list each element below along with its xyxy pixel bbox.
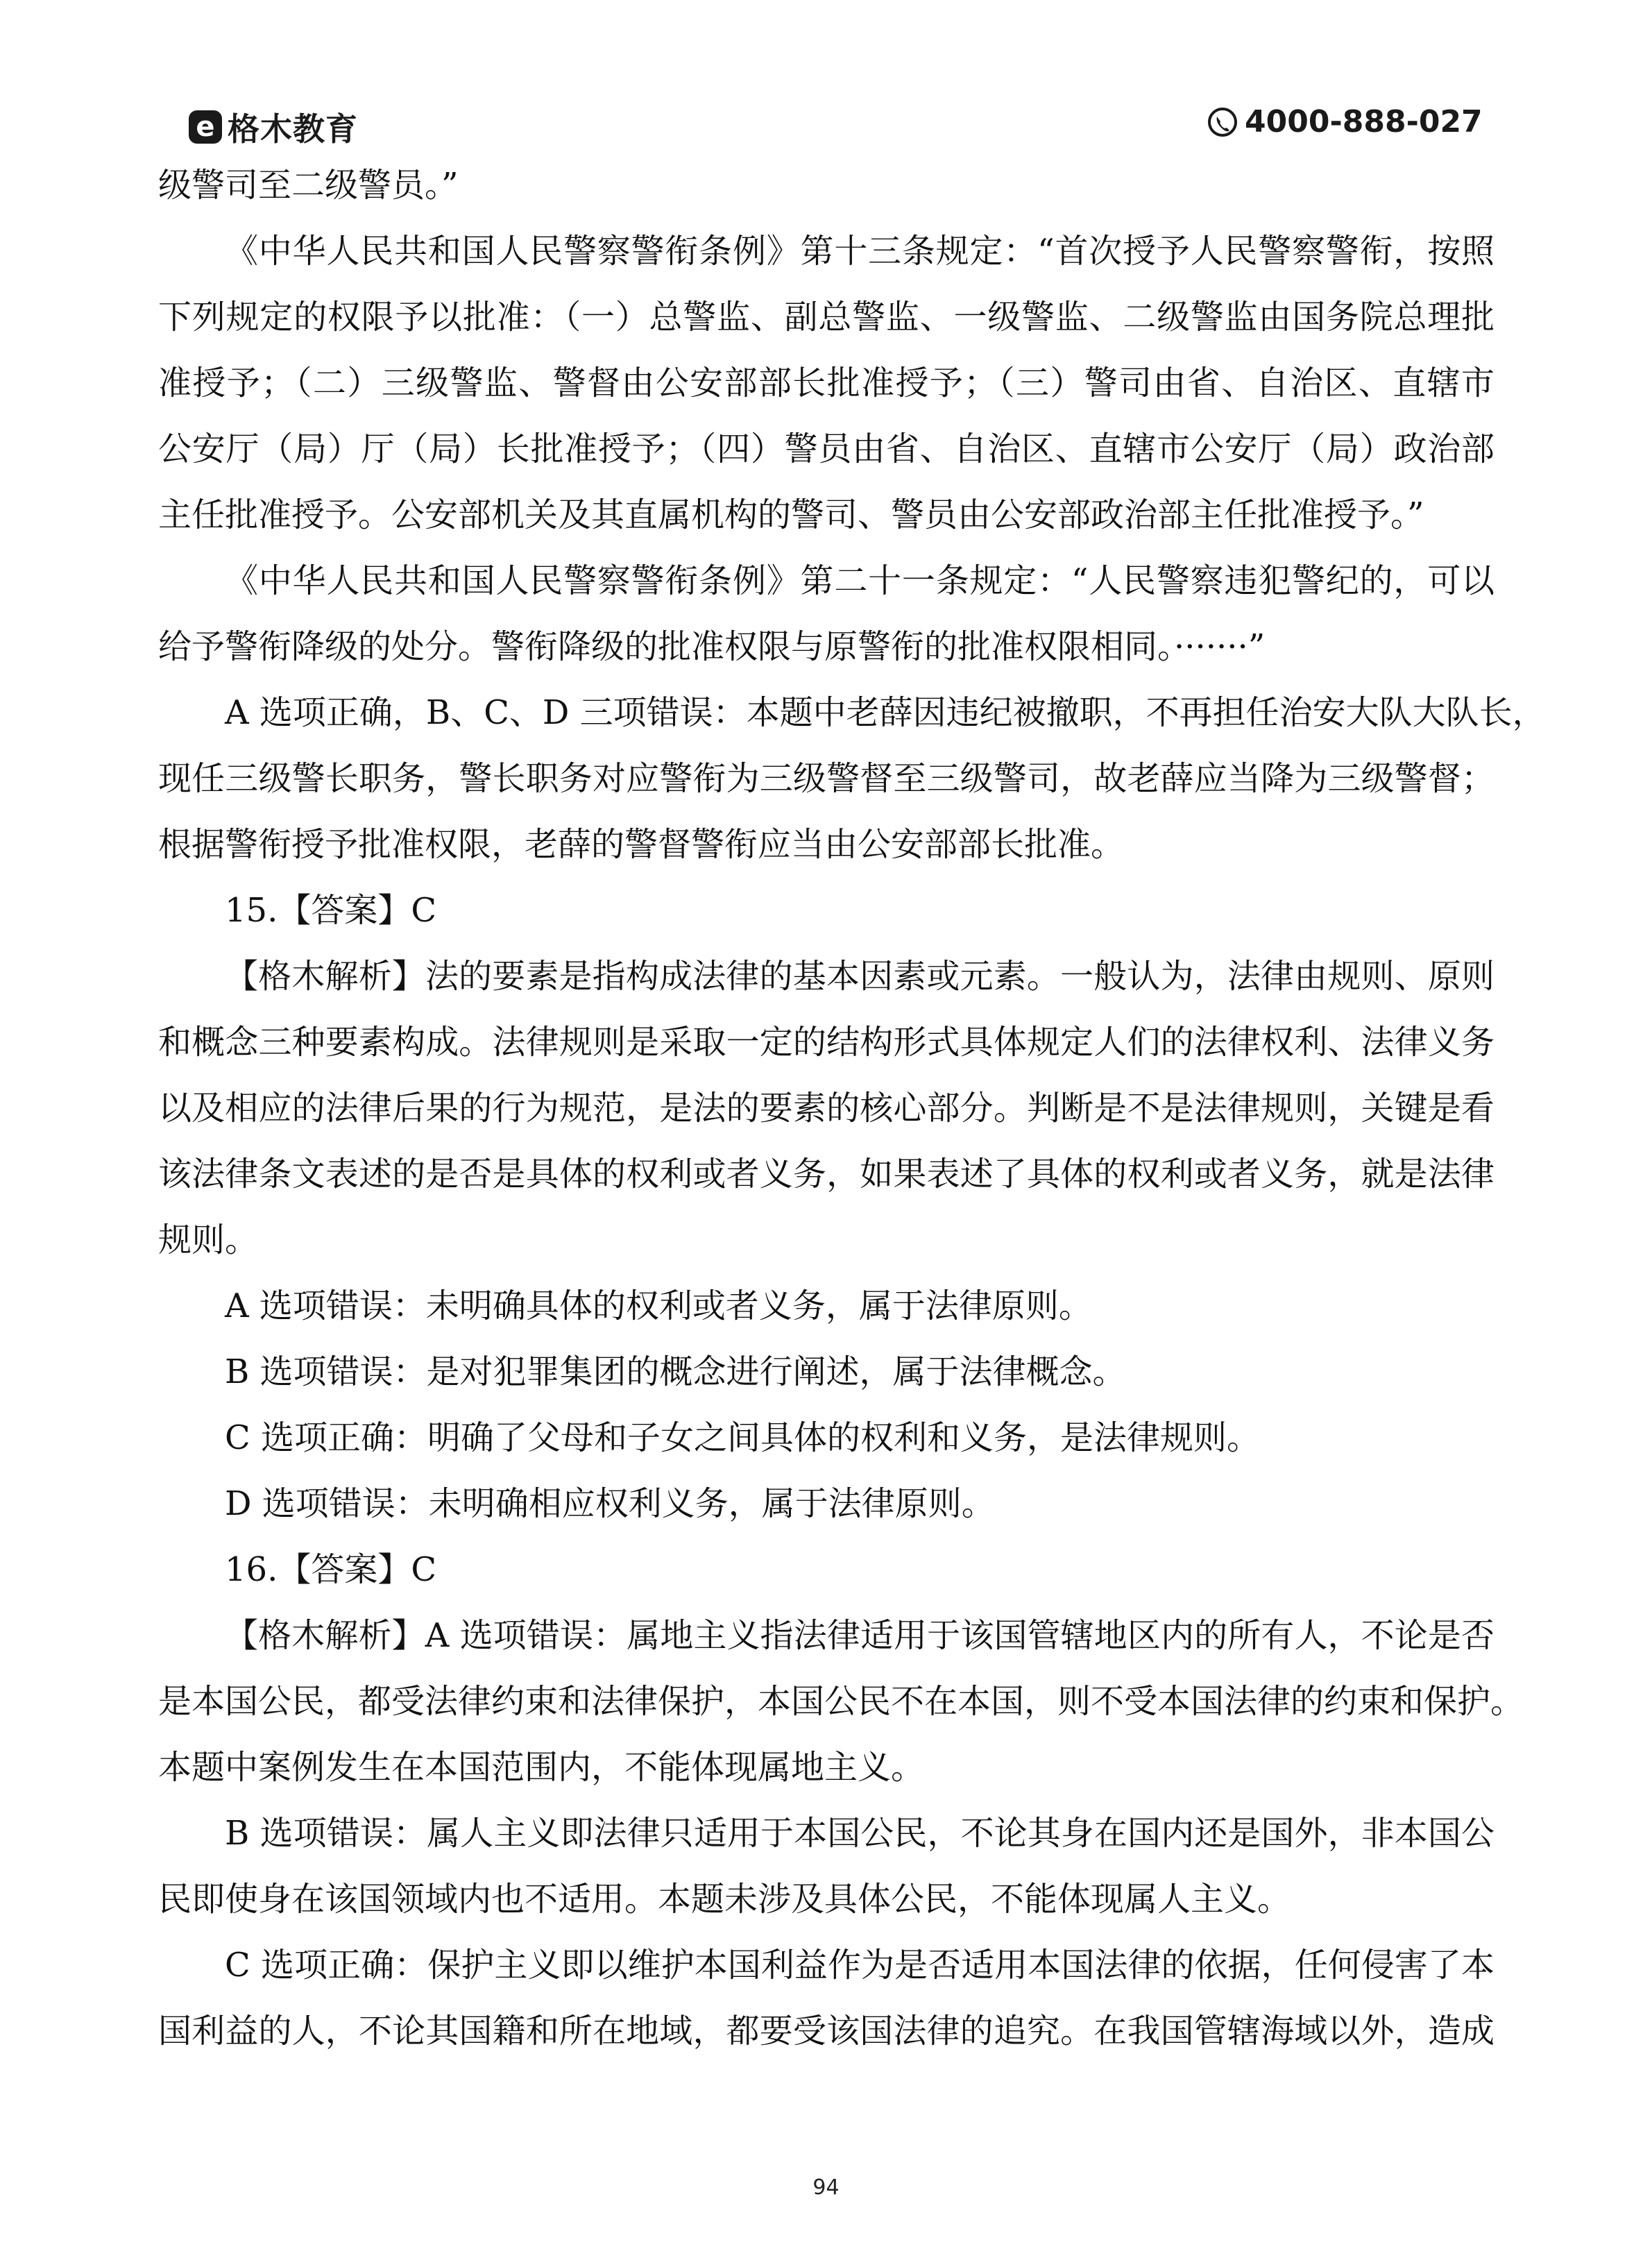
text-line: 民即使身在该国领域内也不适用。本题未涉及具体公民，不能体现属人主义。: [158, 1880, 1291, 1919]
text-line: 【格木解析】法的要素是指构成法律的基本因素或元素。一般认为，法律由规则、原则: [225, 957, 1495, 996]
text-line: B 选项错误：属人主义即法律只适用于本国公民，不论其身在国内还是国外，非本国公: [225, 1814, 1495, 1853]
text-line: 是本国公民，都受法律约束和法律保护，本国公民不在本国，则不受本国法律的约束和保护。: [158, 1682, 1524, 1721]
logo-e-icon: e: [189, 110, 222, 144]
text-line: D 选项错误：未明确相应权利义务，属于法律原则。: [225, 1484, 995, 1523]
text-line: 下列规定的权限予以批准：（一）总警监、副总警监、一级警监、二级警监由国务院总理批: [158, 298, 1495, 337]
document-body: [158, 153, 1546, 2064]
text-line: 给予警衔降级的处分。警衔降级的批准权限与原警衔的批准权限相同。·······”: [158, 627, 1266, 666]
hotline: [1207, 104, 1483, 139]
brand-logo: [189, 104, 358, 150]
answer-heading: 15.【答案】C: [225, 891, 437, 930]
text-line: C 选项正确：明确了父母和子女之间具体的权利和义务，是法律规则。: [225, 1418, 1260, 1457]
answer-heading: 16.【答案】C: [225, 1550, 437, 1589]
text-line: 准授予；（二）三级警监、警督由公安部部长批准授予；（三）警司由省、自治区、直辖市: [158, 364, 1495, 402]
text-line: 和概念三种要素构成。法律规则是采取一定的结构形式具体规定人们的法律权利、法律义务: [158, 1023, 1495, 1062]
phone-icon: [1207, 107, 1238, 137]
logo-text: 格木教育: [228, 110, 358, 148]
text-line: 规则。: [158, 1221, 259, 1259]
text-line: 《中华人民共和国人民警察警衔条例》第二十一条规定：“人民警察违犯警纪的，可以: [225, 561, 1495, 600]
text-line: 本题中案例发生在本国范围内，不能体现属地主义。: [158, 1748, 925, 1787]
text-line: 《中华人民共和国人民警察警衔条例》第十三条规定：“首次授予人民警察警衔，按照: [225, 232, 1495, 271]
text-line: 以及相应的法律后果的行为规范，是法的要素的核心部分。判断是不是法律规则，关键是看: [158, 1089, 1495, 1128]
text-line: 该法律条文表述的是否是具体的权利或者义务，如果表述了具体的权利或者义务，就是法律: [158, 1155, 1495, 1194]
text-line: A 选项错误：未明确具体的权利或者义务，属于法律原则。: [225, 1286, 1092, 1325]
text-line: 主任批准授予。公安部机关及其直属机构的警司、警员由公安部政治部主任批准授予。”: [158, 495, 1424, 534]
text-line: 公安厅（局）厅（局）长批准授予；（四）警员由省、自治区、直辖市公安厅（局）政治部: [158, 430, 1495, 468]
text-line: 【格木解析】A 选项错误：属地主义指法律适用于该国管辖地区内的所有人，不论是否: [225, 1616, 1495, 1655]
text-line: 级警司至二级警员。”: [158, 166, 459, 205]
text-line: B 选项错误：是对犯罪集团的概念进行阐述，属于法律概念。: [225, 1352, 1126, 1391]
text-line: 现任三级警长职务，警长职务对应警衔为三级警督至三级警司，故老薛应当降为三级警督；: [158, 759, 1495, 798]
phone-number: 4000-888-027: [1245, 104, 1483, 139]
text-line: C 选项正确：保护主义即以维护本国利益作为是否适用本国法律的依据，任何侵害了本: [225, 1946, 1495, 1985]
page-number: 94: [812, 2175, 840, 2200]
text-line: A 选项正确，B、C、D 三项错误：本题中老薛因违纪被撤职，不再担任治安大队大队长，: [225, 693, 1546, 732]
text-line: 国利益的人，不论其国籍和所在地域，都要受该国法律的追究。在我国管辖海域以外，造成: [158, 2012, 1495, 2050]
page-header: [0, 0, 1652, 146]
text-line: 根据警衔授予批准权限，老薛的警督警衔应当由公安部部长批准。: [158, 825, 1125, 864]
